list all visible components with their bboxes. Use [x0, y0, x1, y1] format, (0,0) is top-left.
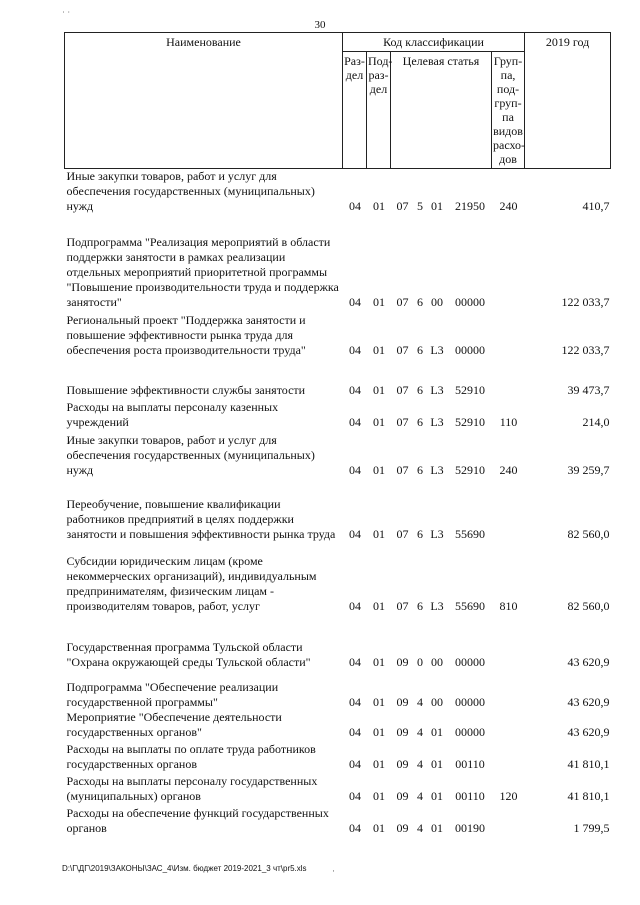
- row-target-subprogram: 6: [417, 599, 423, 613]
- row-target-subprogram: 4: [417, 757, 423, 771]
- row-razdel: 04: [349, 463, 361, 477]
- row-vid: 810: [499, 599, 518, 613]
- row-sum: 122 033,7: [561, 343, 610, 357]
- header-year: 2019 год: [525, 33, 611, 169]
- table-row: [65, 614, 611, 670]
- row-target-subprogram: 4: [417, 695, 423, 709]
- row-vid: [492, 804, 525, 836]
- row-podrazdel: 01: [373, 599, 385, 613]
- row-podrazdel: 01: [373, 757, 385, 771]
- file-path: D:\Г\ДГ\2019\ЗАКОНЫ\ЗАС_4\Изм. бюджет 2019-2021_3 чт\pr5.xls: [62, 864, 307, 873]
- row-target-program: 07: [396, 383, 409, 397]
- row-razdel: 04: [349, 527, 361, 541]
- row-name: Расходы на выплаты по оплате труда работников государственных органов: [66, 742, 316, 771]
- row-target-direction: 00000: [455, 343, 485, 357]
- row-razdel: 04: [349, 789, 361, 803]
- header-podrazdel: Под-раз-дел: [367, 52, 391, 169]
- row-target-direction: 52910: [455, 383, 485, 397]
- row-target-direction: 52910: [455, 463, 485, 477]
- row-sum: 43 620,9: [567, 725, 610, 739]
- table-row: [65, 670, 611, 710]
- row-podrazdel: 01: [373, 655, 385, 669]
- row-sum: 41 810,1: [567, 789, 610, 803]
- row-target-subprogram: 4: [417, 821, 423, 835]
- row-vid: [492, 358, 525, 398]
- table-row: [65, 430, 611, 478]
- row-razdel: 04: [349, 199, 361, 213]
- header-name: Наименование: [65, 33, 343, 169]
- table-row: [65, 310, 611, 358]
- row-podrazdel: 01: [373, 343, 385, 357]
- row-target-subprogram: 0: [417, 655, 423, 669]
- row-target-direction: 52910: [455, 415, 485, 429]
- row-target-program: 07: [396, 295, 409, 309]
- row-target-subprogram: 4: [417, 789, 423, 803]
- row-vid: 120: [499, 789, 518, 803]
- row-vid: [492, 614, 525, 670]
- row-razdel: 04: [349, 383, 361, 397]
- row-target-event: 01: [431, 757, 443, 771]
- row-target-subprogram: 5: [417, 199, 423, 213]
- scan-mark: ·: [332, 866, 335, 876]
- row-vid: [492, 740, 525, 772]
- row-target-program: 09: [396, 655, 409, 669]
- row-target-event: 01: [431, 725, 443, 739]
- row-vid: 240: [499, 463, 518, 477]
- table-row: [65, 772, 611, 804]
- row-target-event: 00: [431, 655, 443, 669]
- row-target-program: 07: [396, 527, 409, 541]
- row-name: Расходы на выплаты персоналу казенных учреждений: [66, 400, 279, 429]
- row-razdel: 04: [349, 757, 361, 771]
- row-target-subprogram: 6: [417, 463, 423, 477]
- row-vid: [492, 310, 525, 358]
- row-podrazdel: 01: [373, 415, 385, 429]
- row-name: Государственная программа Тульской области "Охрана окружающей среды Тульской области": [66, 640, 311, 669]
- row-podrazdel: 01: [373, 527, 385, 541]
- row-sum: 82 560,0: [567, 599, 610, 613]
- row-target-program: 09: [396, 695, 409, 709]
- row-target-program: 09: [396, 757, 409, 771]
- header-target-article: Целевая статья: [391, 52, 492, 169]
- row-name: Мероприятие "Обеспечение деятельности государственных органов": [66, 710, 282, 739]
- scan-mark: ˙ ˙: [62, 10, 71, 20]
- row-vid: [492, 478, 525, 542]
- table-row: [65, 358, 611, 398]
- header-vid-group: Груп-па, под-груп-па видов расхо-дов: [492, 52, 525, 169]
- row-name: Подпрограмма "Реализация мероприятий в области поддержки занятости в рамках реализации отдельных мероприятий приоритетной программы "Повышение производительности труда и поддержка занятости": [66, 235, 339, 309]
- row-target-event: 01: [431, 199, 443, 213]
- row-name: Региональный проект "Поддержка занятости и повышение эффективности рынка труда для обеспечения роста производительности труда": [66, 313, 306, 357]
- row-podrazdel: 01: [373, 789, 385, 803]
- row-target-direction: 00000: [455, 655, 485, 669]
- row-target-event: 01: [431, 821, 443, 835]
- row-podrazdel: 01: [373, 463, 385, 477]
- row-target-direction: 00110: [455, 757, 485, 771]
- row-podrazdel: 01: [373, 295, 385, 309]
- table-body: [65, 169, 611, 837]
- row-target-direction: 55690: [455, 527, 485, 541]
- row-vid: [492, 214, 525, 310]
- row-sum: 39 473,7: [567, 383, 610, 397]
- row-sum: 41 810,1: [567, 757, 610, 771]
- row-podrazdel: 01: [373, 725, 385, 739]
- row-target-event: 00: [431, 695, 443, 709]
- row-target-event: L3: [430, 383, 444, 397]
- row-target-subprogram: 6: [417, 295, 423, 309]
- row-razdel: 04: [349, 295, 361, 309]
- row-vid: 110: [499, 415, 518, 429]
- budget-table: [64, 32, 611, 836]
- row-target-direction: 55690: [455, 599, 485, 613]
- row-name: Переобучение, повышение квалификации работников предприятий в целях поддержки занятости и повышения эффективности рынка труда: [66, 497, 336, 541]
- row-name: Повышение эффективности службы занятости: [66, 383, 306, 397]
- row-target-program: 07: [396, 415, 409, 429]
- row-name: Иные закупки товаров, работ и услуг для обеспечения государственных (муниципальных) нужд: [66, 433, 315, 477]
- page-number: 30: [314, 19, 326, 31]
- row-target-subprogram: 6: [417, 415, 423, 429]
- row-sum: 43 620,9: [567, 655, 610, 669]
- row-razdel: 04: [349, 725, 361, 739]
- row-razdel: 04: [349, 821, 361, 835]
- row-target-program: 07: [396, 343, 409, 357]
- row-name: Подпрограмма "Обеспечение реализации государственной программы": [66, 680, 279, 709]
- table-row: [65, 542, 611, 614]
- row-target-direction: 00110: [455, 789, 485, 803]
- row-target-event: L3: [430, 415, 444, 429]
- header-classification: Код классификации: [343, 33, 525, 52]
- row-target-program: 07: [396, 463, 409, 477]
- row-target-event: 01: [431, 789, 443, 803]
- row-razdel: 04: [349, 599, 361, 613]
- row-vid: 240: [499, 199, 518, 213]
- table-row: [65, 478, 611, 542]
- row-sum: 43 620,9: [567, 695, 610, 709]
- table-row: [65, 169, 611, 215]
- table-row: [65, 804, 611, 836]
- row-razdel: 04: [349, 343, 361, 357]
- row-target-event: L3: [430, 343, 444, 357]
- row-razdel: 04: [349, 655, 361, 669]
- row-vid: [492, 670, 525, 710]
- row-name: Расходы на обеспечение функций государственных органов: [66, 806, 329, 835]
- row-target-event: L3: [430, 599, 444, 613]
- row-target-subprogram: 4: [417, 725, 423, 739]
- table-row: [65, 740, 611, 772]
- row-target-event: 00: [431, 295, 443, 309]
- table-row: [65, 214, 611, 310]
- row-podrazdel: 01: [373, 383, 385, 397]
- header-razdel: Раз-дел: [343, 52, 367, 169]
- row-podrazdel: 01: [373, 821, 385, 835]
- row-target-program: 09: [396, 821, 409, 835]
- row-name: Субсидии юридическим лицам (кроме некоммерческих организаций), индивидуальным предпринимателям, физическим лицам - производителям товаров, работ, услуг: [66, 554, 317, 613]
- row-target-direction: 00000: [455, 695, 485, 709]
- row-target-subprogram: 6: [417, 527, 423, 541]
- row-razdel: 04: [349, 415, 361, 429]
- table-row: [65, 398, 611, 430]
- row-target-direction: 21950: [455, 199, 485, 213]
- row-name: Расходы на выплаты персоналу государственных (муниципальных) органов: [66, 774, 318, 803]
- row-sum: 1 799,5: [573, 821, 610, 835]
- row-target-event: L3: [430, 463, 444, 477]
- row-sum: 39 259,7: [567, 463, 610, 477]
- row-podrazdel: 01: [373, 199, 385, 213]
- row-target-program: 09: [396, 725, 409, 739]
- row-sum: 82 560,0: [567, 527, 610, 541]
- row-sum: 410,7: [582, 199, 610, 213]
- row-target-program: 09: [396, 789, 409, 803]
- row-target-program: 07: [396, 199, 409, 213]
- row-podrazdel: 01: [373, 695, 385, 709]
- row-sum: 122 033,7: [561, 295, 610, 309]
- row-target-direction: 00190: [455, 821, 485, 835]
- row-razdel: 04: [349, 695, 361, 709]
- row-target-event: L3: [430, 527, 444, 541]
- row-target-direction: 00000: [455, 295, 485, 309]
- row-target-direction: 00000: [455, 725, 485, 739]
- row-name: Иные закупки товаров, работ и услуг для обеспечения государственных (муниципальных) нужд: [66, 169, 315, 213]
- row-vid: [492, 710, 525, 740]
- row-target-subprogram: 6: [417, 343, 423, 357]
- row-sum: 214,0: [582, 415, 610, 429]
- row-target-program: 07: [396, 599, 409, 613]
- table-row: [65, 710, 611, 740]
- row-target-subprogram: 6: [417, 383, 423, 397]
